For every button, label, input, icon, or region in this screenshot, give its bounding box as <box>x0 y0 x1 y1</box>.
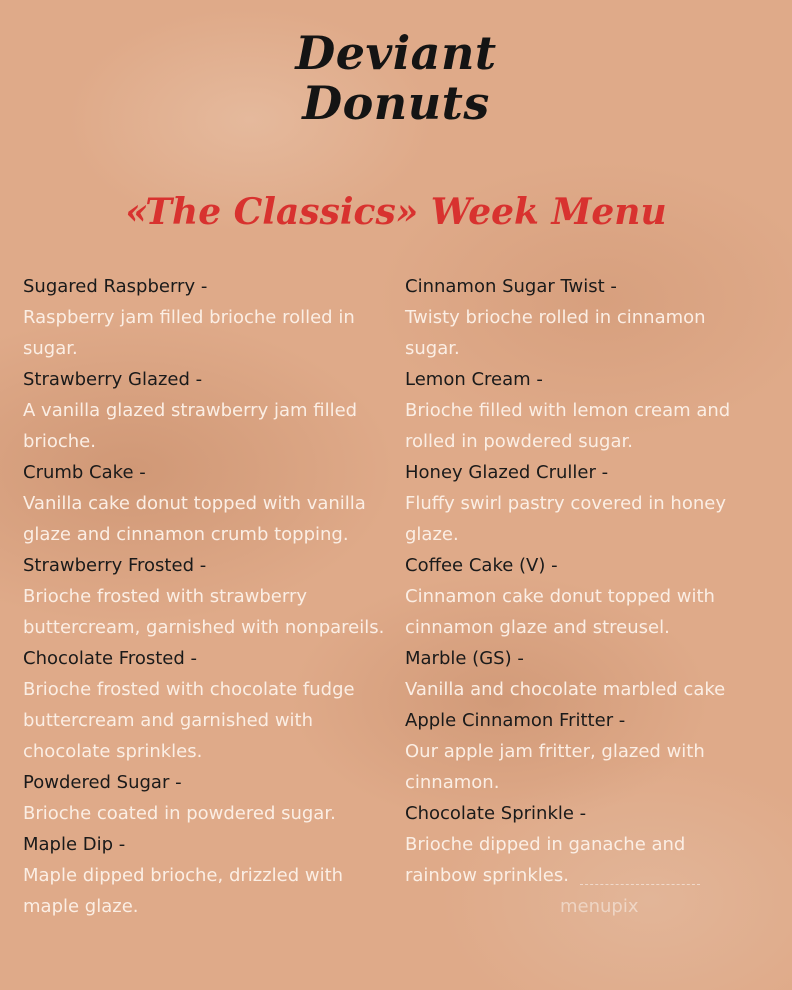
menu-item-description <box>405 581 775 643</box>
description-line: Raspberry jam filled brioche rolled in <box>23 307 355 328</box>
menu-item-description <box>405 829 775 891</box>
description-line: buttercream and garnished with <box>23 710 314 731</box>
menu-item-name: Strawberry Glazed - <box>23 369 203 390</box>
description-line: Fluffy swirl pastry covered in honey <box>405 493 726 514</box>
menu-item-name: Chocolate Frosted - <box>23 648 197 669</box>
description-line: Brioche coated in powdered sugar. <box>23 803 336 824</box>
menu-column-right <box>405 271 775 891</box>
menu-item-description <box>23 674 401 767</box>
description-line: sugar. <box>23 338 78 359</box>
menu-item-name: Lemon Cream - <box>405 369 543 390</box>
menu-item-description <box>23 302 401 364</box>
menu-item <box>405 457 775 550</box>
menu-item <box>23 829 401 922</box>
description-line: rolled in powdered sugar. <box>405 431 633 452</box>
description-line: sugar. <box>405 338 460 359</box>
description-line: maple glaze. <box>23 896 139 917</box>
menu-item-description <box>405 488 775 550</box>
menu-item <box>23 767 401 829</box>
description-line: Brioche frosted with strawberry <box>23 586 308 607</box>
menu-item-name: Powdered Sugar - <box>23 772 182 793</box>
description-line: Vanilla cake donut topped with vanilla <box>23 493 366 514</box>
description-line: Brioche frosted with chocolate fudge <box>23 679 355 700</box>
description-line: rainbow sprinkles. <box>405 865 569 886</box>
menu-item-description <box>23 798 401 829</box>
description-line: Our apple jam fritter, glazed with <box>405 741 705 762</box>
description-line: cinnamon glaze and streusel. <box>405 617 670 638</box>
menu-item-description <box>405 736 775 798</box>
description-line: chocolate sprinkles. <box>23 741 203 762</box>
menu-item-name: Cinnamon Sugar Twist - <box>405 276 617 297</box>
description-line: Brioche filled with lemon cream and <box>405 400 731 421</box>
menu-item <box>23 457 401 550</box>
description-line: brioche. <box>23 431 96 452</box>
description-line: cinnamon. <box>405 772 500 793</box>
menu-item-name: Apple Cinnamon Fritter - <box>405 710 626 731</box>
menu-item-description <box>23 581 401 643</box>
menu-item <box>23 271 401 364</box>
menu-item <box>405 643 775 705</box>
menu-item-name: Marble (GS) - <box>405 648 524 669</box>
menu-item <box>405 798 775 891</box>
menu-item-name: Crumb Cake - <box>23 462 146 483</box>
menu-item-description <box>405 674 775 705</box>
logo-line-1: Deviant <box>295 26 497 80</box>
menu-item <box>23 364 401 457</box>
menu-item-name: Coffee Cake (V) - <box>405 555 558 576</box>
menu-item <box>23 643 401 767</box>
menu-item <box>405 364 775 457</box>
description-line: buttercream, garnished with nonpareils. <box>23 617 385 638</box>
menu-item <box>405 705 775 798</box>
menu-item <box>405 271 775 364</box>
description-line: Cinnamon cake donut topped with <box>405 586 715 607</box>
description-line: Twisty brioche rolled in cinnamon <box>405 307 706 328</box>
description-line: A vanilla glazed strawberry jam filled <box>23 400 358 421</box>
menu-item-description <box>405 302 775 364</box>
divider <box>580 884 700 886</box>
menu-column-left <box>23 271 401 922</box>
menu-item <box>405 550 775 643</box>
menu-item-name: Maple Dip - <box>23 834 126 855</box>
description-line: Vanilla and chocolate marbled cake <box>405 679 726 700</box>
menu-item-description <box>23 860 401 922</box>
menu-item-name: Chocolate Sprinkle - <box>405 803 587 824</box>
description-line: glaze. <box>405 524 459 545</box>
description-line: glaze and cinnamon crumb topping. <box>23 524 349 545</box>
logo <box>0 28 792 128</box>
menu-item-description <box>23 395 401 457</box>
menu-item-name: Honey Glazed Cruller - <box>405 462 609 483</box>
description-line: Maple dipped brioche, drizzled with <box>23 865 344 886</box>
menu-item-name: Strawberry Frosted - <box>23 555 207 576</box>
menu-item <box>23 550 401 643</box>
watermark: menupix <box>560 896 639 917</box>
menu-title: «The Classics» Week Menu <box>125 191 667 233</box>
menu-item-description <box>405 395 775 457</box>
logo-line-2: Donuts <box>302 76 490 130</box>
description-line: Brioche dipped in ganache and <box>405 834 686 855</box>
menu-item-description <box>23 488 401 550</box>
menu-item-name: Sugared Raspberry - <box>23 276 208 297</box>
